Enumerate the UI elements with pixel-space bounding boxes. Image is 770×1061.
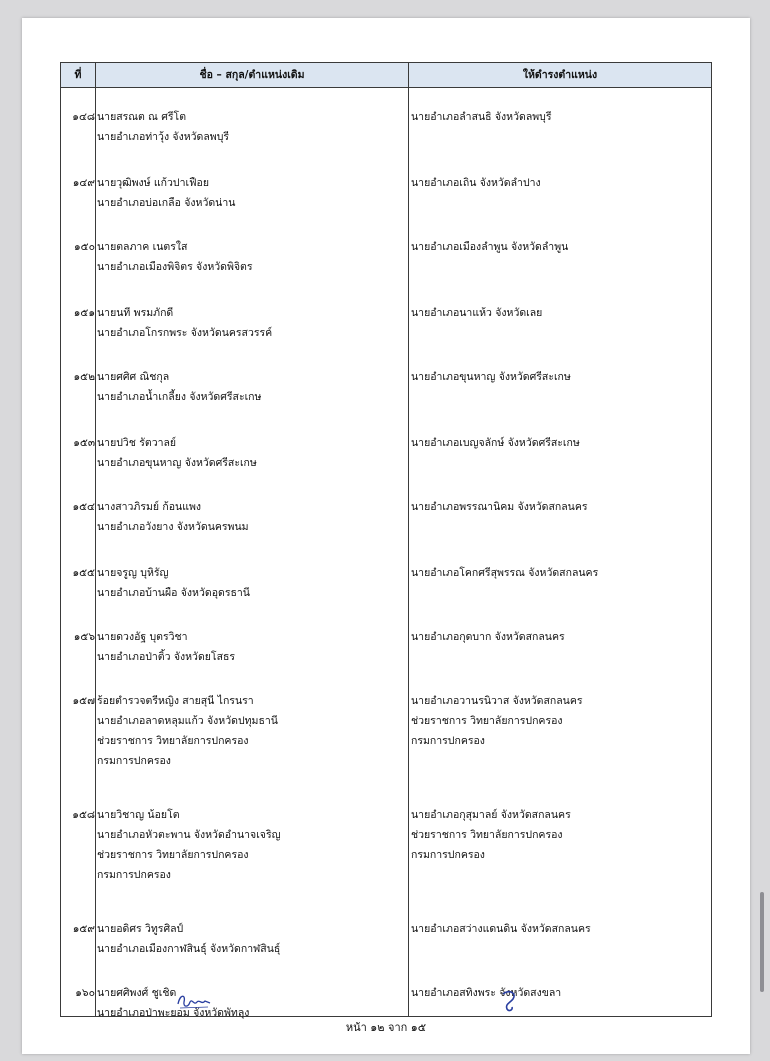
new-position: นายอำเภอพรรณานิคม จังหวัดสกลนคร [411,501,588,513]
document-page [22,18,750,1054]
former-position: นายอำเภอเมืองกาฬสินธุ์ จังหวัดกาฬสินธุ์ [97,943,281,955]
person-name: นายดวงอัฐ บุตรวิชา [97,631,188,643]
table-header [61,63,711,88]
person-name: ร้อยตำรวจตรีหญิง สายสุนี ไกรนรา [97,695,254,707]
former-position: นายอำเภอบ่อเกลือ จังหวัดน่าน [97,197,236,209]
former-position: นายอำเภอโกรกพระ จังหวัดนครสวรรค์ [97,327,273,339]
former-position: กรมการปกครอง [97,755,171,767]
name-cell [97,691,405,771]
person-name: นายวุฒิพงษ์ แก้วปาเฟือย [97,177,209,189]
new-position-cell [411,367,709,387]
row-number: ๑๕๖ [73,631,95,643]
row-number: ๑๕๐ [73,241,95,253]
new-position-cell [411,237,709,257]
header-new-position: ให้ดำรงตำแหน่ง [522,69,598,81]
row-number: ๑๔๙ [72,177,95,189]
former-position: นายอำเภอลาดหลุมแก้ว จังหวัดปทุมธานี [97,715,278,727]
row-number: ๑๕๒ [73,371,95,383]
row-number: ๑๖๐ [75,987,95,999]
person-name: นายสรณต ณ ศรีโต [97,111,187,123]
person-name: นายตลภาค เนตรใส [97,241,188,253]
new-position: นายอำเภอสว่างแดนดิน จังหวัดสกลนคร [411,923,591,935]
new-position: นายอำเภอเมืองลำพูน จังหวัดลำพูน [411,241,569,253]
new-position-cell [411,107,709,127]
former-position: นายอำเภอป่าติ้ว จังหวัดยโสธร [97,651,236,663]
header-no: ที่ [74,69,82,81]
new-position: นายอำเภอวานรนิวาส จังหวัดสกลนคร [411,695,583,707]
person-name: นายจรูญ บุหิรัญ [97,567,169,579]
name-cell [97,237,405,277]
new-position-cell [411,563,709,583]
row-number: ๑๕๕ [72,567,95,579]
name-cell [97,497,405,537]
row-number: ๑๕๘ [72,809,95,821]
new-position: นายอำเภอกุสุมาลย์ จังหวัดสกลนคร [411,809,571,821]
new-position: กรมการปกครอง [411,735,485,747]
new-position: ช่วยราชการ วิทยาลัยการปกครอง [411,829,563,841]
name-cell [97,433,405,473]
new-position-cell [411,919,709,939]
person-name: นายศศิศ ณิชกุล [97,371,170,383]
row-number: ๑๕๙ [72,923,95,935]
new-position-cell [411,627,709,647]
signature-left [174,990,214,1016]
person-name: นายนที พรมภักดี [97,307,174,319]
new-position-cell [411,173,709,193]
former-position: นายอำเภอท่าวุ้ง จังหวัดลพบุรี [97,131,229,143]
new-position: นายอำเภอเบญจลักษ์ จังหวัดศรีสะเกษ [411,437,580,449]
name-cell [97,367,405,407]
new-position: นายอำเภอเถิน จังหวัดลำปาง [411,177,541,189]
new-position: นายอำเภอโคกศรีสุพรรณ จังหวัดสกลนคร [411,567,599,579]
former-position: นายอำเภอน้ำเกลี้ยง จังหวัดศรีสะเกษ [97,391,262,403]
name-cell [97,303,405,343]
name-cell [97,805,405,885]
former-position: นายอำเภอหัวตะพาน จังหวัดอำนาจเจริญ [97,829,281,841]
row-number: ๑๔๘ [72,111,95,123]
name-cell [97,627,405,667]
column-divider [95,63,96,1016]
new-position: นายอำเภอนาแห้ว จังหวัดเลย [411,307,543,319]
new-position: กรมการปกครอง [411,849,485,861]
new-position-cell [411,805,709,865]
name-cell [97,563,405,603]
new-position-cell [411,983,709,1003]
new-position: นายอำเภอขุนหาญ จังหวัดศรีสะเกษ [411,371,571,383]
page-number: หน้า ๑๒ จาก ๑๕ [345,1021,427,1034]
person-name: นางสาวภิรมย์ ก้อนแพง [97,501,202,513]
new-position-cell [411,497,709,517]
former-position: นายอำเภอบ้านผือ จังหวัดอุดรธานี [97,587,250,599]
new-position: นายอำเภอกุดบาก จังหวัดสกลนคร [411,631,565,643]
header-name: ชื่อ – สกุล/ตำแหน่งเดิม [199,69,305,81]
name-cell [97,173,405,213]
new-position-cell [411,433,709,453]
former-position: นายอำเภอวังยาง จังหวัดนครพนม [97,521,249,533]
row-number: ๑๕๓ [73,437,95,449]
row-number: ๑๕๑ [73,307,95,319]
name-cell [97,107,405,147]
person-name: นายศศิพงศ์ ชูเชิด [97,987,177,999]
person-name: นายปวิช รัตวาลย์ [97,437,177,449]
new-position: นายอำเภอสทิงพระ จังหวัดสงขลา [411,987,562,999]
signature-right [497,988,521,1018]
row-number: ๑๕๔ [72,501,95,513]
former-position: กรมการปกครอง [97,869,171,881]
former-position: นายอำเภอป่าพะยอม จังหวัดพัทลุง [97,1007,250,1019]
row-number: ๑๕๗ [72,695,95,707]
scrollbar[interactable] [760,892,764,992]
name-cell [97,919,405,959]
former-position: นายอำเภอเมืองพิจิตร จังหวัดพิจิตร [97,261,253,273]
new-position: ช่วยราชการ วิทยาลัยการปกครอง [411,715,563,727]
person-name: นายวิชาญ น้อยโต [97,809,180,821]
former-position: นายอำเภอขุนหาญ จังหวัดศรีสะเกษ [97,457,257,469]
column-divider [408,63,409,1016]
appointment-table [60,62,712,1017]
former-position: ช่วยราชการ วิทยาลัยการปกครอง [97,849,249,861]
former-position: ช่วยราชการ วิทยาลัยการปกครอง [97,735,249,747]
name-cell [97,983,405,1023]
new-position-cell [411,303,709,323]
new-position-cell [411,691,709,751]
new-position: นายอำเภอลำสนธิ จังหวัดลพบุรี [411,111,552,123]
person-name: นายอดิศร วิทูรศิลป์ [97,923,184,935]
